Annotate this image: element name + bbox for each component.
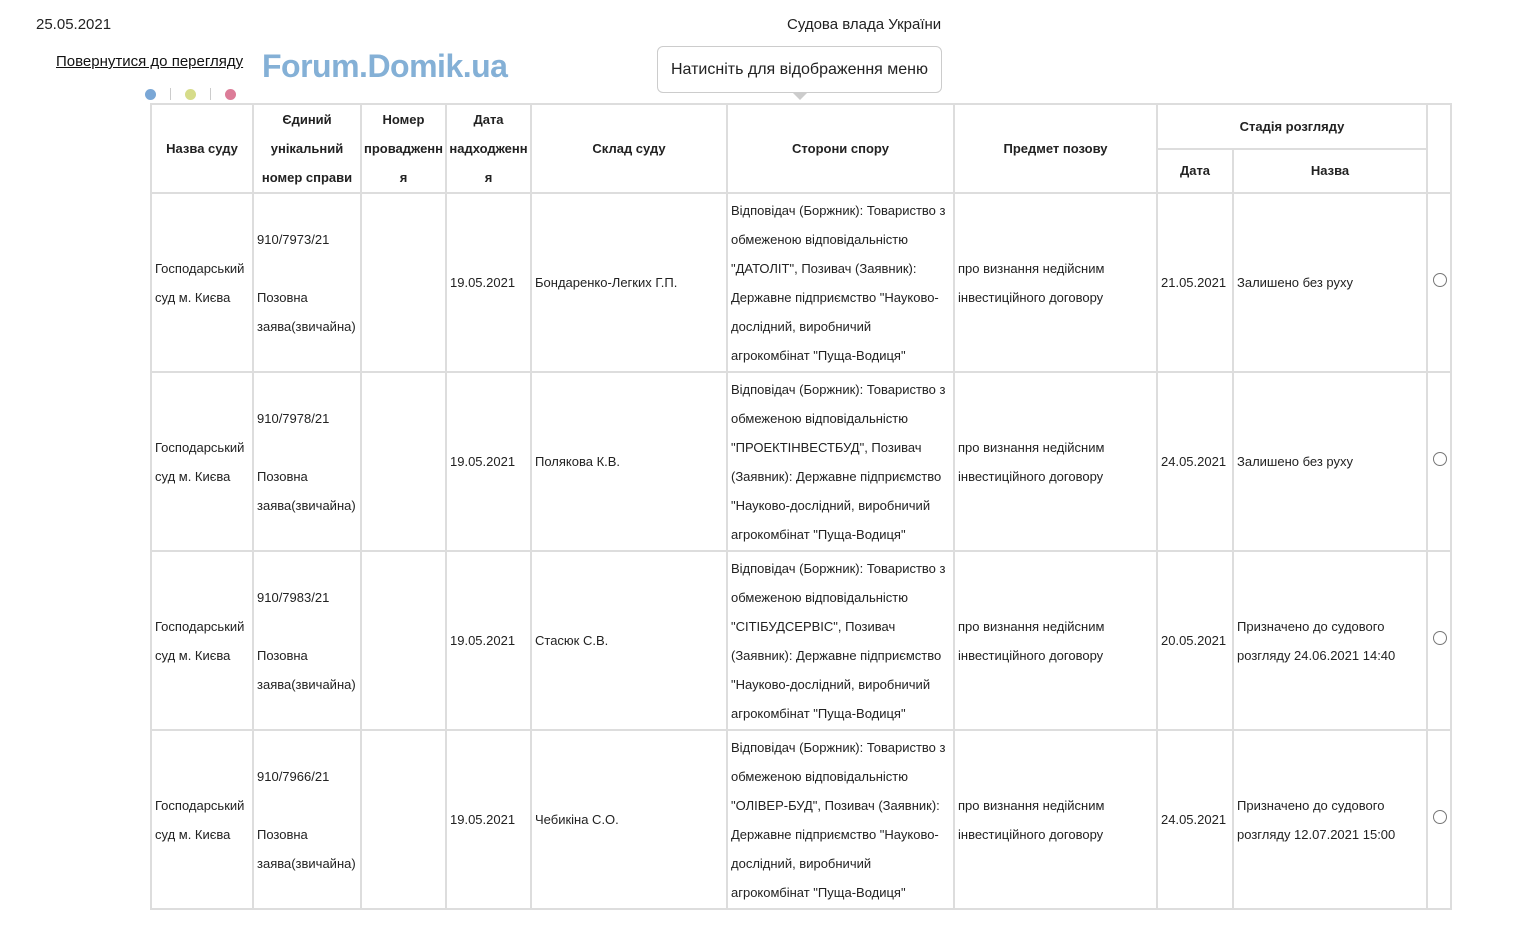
select-cell (1427, 551, 1451, 730)
parties-cell: Відповідач (Боржник): Товариство з обмеженою відповідальністю "ДАТОЛІТ", Позивач (Заявник): Державне підприємство "Науково-дослідний, виробничий агрокомбінат "Пуща-Водиця" (727, 193, 954, 372)
proceeding-cell (361, 372, 446, 551)
proceeding-cell (361, 730, 446, 909)
watermark-dots (145, 88, 236, 100)
subject-cell: про визнання недійсним інвестиційного договору (954, 551, 1157, 730)
subject-cell: про визнання недійсним інвестиційного договору (954, 372, 1157, 551)
header-judges: Склад суду (531, 104, 727, 193)
judges-cell: Полякова К.В. (531, 372, 727, 551)
pink-dot-icon (225, 89, 236, 100)
row-select-radio[interactable] (1433, 273, 1447, 287)
stage-name-cell: Призначено до судового розгляду 24.06.2021 14:40 (1233, 551, 1427, 730)
menu-tooltip: Натисніть для відображення меню (657, 46, 942, 93)
case-number: 910/7973/21 (257, 231, 330, 247)
header-received: Дата надходження (446, 104, 531, 193)
court-cell: Господарський суд м. Києва (151, 193, 253, 372)
judges-cell: Стасюк С.В. (531, 551, 727, 730)
stage-date-cell: 21.05.2021 (1157, 193, 1233, 372)
stage-date-cell: 20.05.2021 (1157, 551, 1233, 730)
case-number-cell (253, 730, 361, 909)
divider (170, 88, 171, 100)
current-date: 25.05.2021 (36, 16, 112, 33)
received-cell: 19.05.2021 (446, 730, 531, 909)
select-cell (1427, 730, 1451, 909)
parties-cell: Відповідач (Боржник): Товариство з обмеженою відповідальністю "СІТІБУДСЕРВІС", Позивач (Заявник): Державне підприємство "Науково-дослідний, виробничий агрокомбінат "Пуща-Водиця" (727, 551, 954, 730)
stage-name-cell: Призначено до судового розгляду 12.07.2021 15:00 (1233, 730, 1427, 909)
case-number-cell (253, 193, 361, 372)
header-stage-name: Назва (1233, 149, 1427, 194)
table-row[interactable] (151, 551, 1451, 730)
case-number: 910/7966/21 (257, 768, 330, 784)
received-cell: 19.05.2021 (446, 551, 531, 730)
case-type: Позовна заява(звичайна) (257, 826, 356, 871)
row-select-radio[interactable] (1433, 631, 1447, 645)
header-select (1427, 104, 1451, 193)
header-stage-date: Дата (1157, 149, 1233, 194)
header-stage: Стадія розгляду (1157, 104, 1427, 149)
proceeding-cell (361, 193, 446, 372)
yellow-dot-icon (185, 89, 196, 100)
stage-date-cell: 24.05.2021 (1157, 730, 1233, 909)
stage-date-cell: 24.05.2021 (1157, 372, 1233, 551)
cases-table (150, 103, 1452, 910)
judges-cell: Бондаренко-Легких Г.П. (531, 193, 727, 372)
back-link[interactable]: Повернутися до перегляду (56, 53, 244, 70)
proceeding-cell (361, 551, 446, 730)
table-row[interactable] (151, 372, 1451, 551)
header-subject: Предмет позову (954, 104, 1157, 193)
header-parties: Сторони спору (727, 104, 954, 193)
stage-name-cell: Залишено без руху (1233, 193, 1427, 372)
court-cell: Господарський суд м. Києва (151, 372, 253, 551)
parties-cell: Відповідач (Боржник): Товариство з обмеженою відповідальністю "ПРОЕКТІНВЕСТБУД", Позивач (Заявник): Державне підприємство "Науково-дослідний, виробничий агрокомбінат "Пуща-Водиця" (727, 372, 954, 551)
blue-dot-icon (145, 89, 156, 100)
judges-cell: Чебикіна С.О. (531, 730, 727, 909)
watermark-logo: Forum.Domik.ua (262, 48, 508, 84)
divider (210, 88, 211, 100)
stage-name-cell: Залишено без руху (1233, 372, 1427, 551)
court-cell: Господарський суд м. Києва (151, 551, 253, 730)
row-select-radio[interactable] (1433, 810, 1447, 824)
parties-cell: Відповідач (Боржник): Товариство з обмеженою відповідальністю "ОЛІВЕР-БУД", Позивач (Заявник): Державне підприємство "Науково-дослідний, виробничий агрокомбінат "Пуща-Водиця" (727, 730, 954, 909)
select-cell (1427, 372, 1451, 551)
case-number-cell (253, 372, 361, 551)
table-row[interactable] (151, 193, 1451, 372)
page-title: Судова влада України (787, 16, 942, 33)
case-type: Позовна заява(звичайна) (257, 289, 356, 334)
subject-cell: про визнання недійсним інвестиційного договору (954, 730, 1157, 909)
case-number: 910/7983/21 (257, 589, 330, 605)
select-cell (1427, 193, 1451, 372)
header-case-number: Єдиний унікальний номер справи (253, 104, 361, 193)
case-number: 910/7978/21 (257, 410, 330, 426)
case-number-cell (253, 551, 361, 730)
table-row[interactable] (151, 730, 1451, 909)
header-court: Назва суду (151, 104, 253, 193)
subject-cell: про визнання недійсним інвестиційного договору (954, 193, 1157, 372)
row-select-radio[interactable] (1433, 452, 1447, 466)
court-cell: Господарський суд м. Києва (151, 730, 253, 909)
case-type: Позовна заява(звичайна) (257, 468, 356, 513)
received-cell: 19.05.2021 (446, 372, 531, 551)
header-proceeding: Номер провадження (361, 104, 446, 193)
case-type: Позовна заява(звичайна) (257, 647, 356, 692)
received-cell: 19.05.2021 (446, 193, 531, 372)
